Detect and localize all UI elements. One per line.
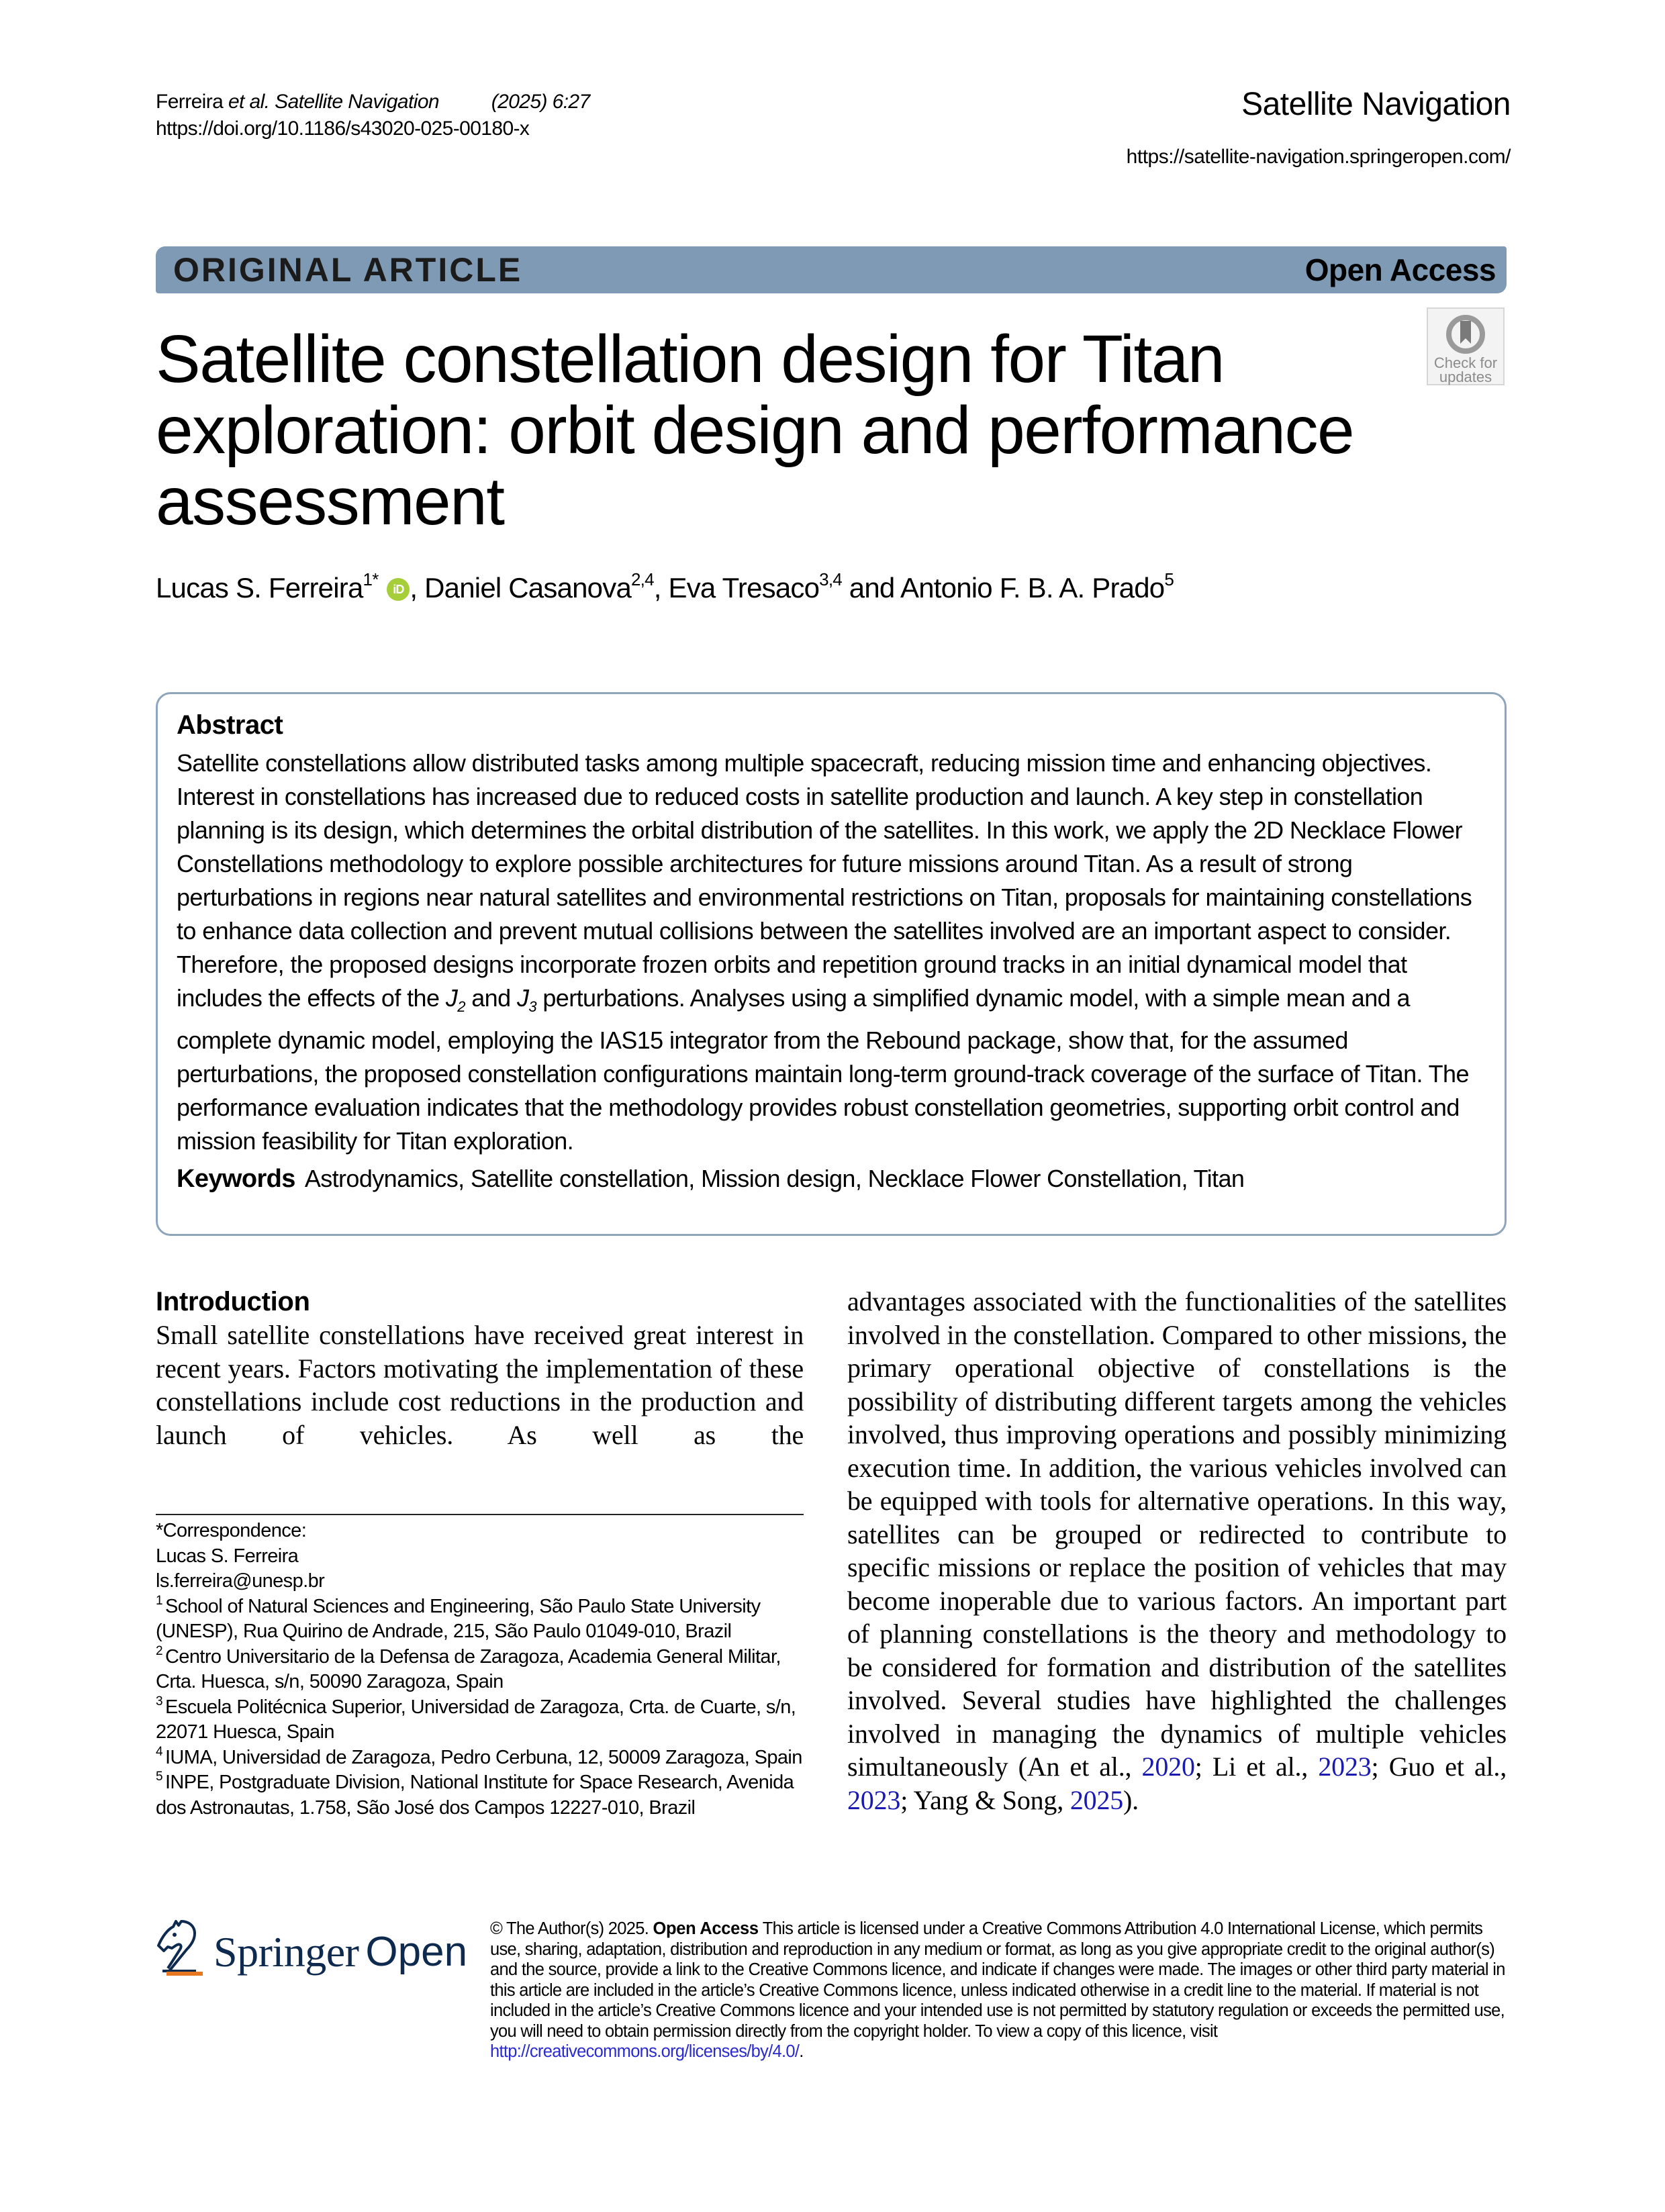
affiliation-2: $^2$ Centro Universitario de la Defensa de Zaragoza, Academia General Militar, Crta. Huesca, s/n, 50090 Zaragoza, Spain xyxy=(156,1643,781,1692)
affiliation-3: $^3$ Escuela Politécnica Superior, Universidad de Zaragoza, Crta. de Cuarte, s/n, 22071 Huesca, Spain xyxy=(156,1694,796,1743)
affiliation-4: $^4$ IUMA, Universidad de Zaragoza, Pedro Cerbuna, 12, 50009 Zaragoza, Spain xyxy=(156,1744,802,1768)
abstract-text xyxy=(177,747,1487,1158)
licence-end: . xyxy=(799,2042,804,2061)
citation-link[interactable]: 2023 xyxy=(1318,1751,1372,1782)
paragraph-text: advantages associated with the functionalities of the satellites involved in the constellation. Compared to other missions, the primary operational objective of constellations is the possibility of distributing different targets among the vehicles involved, thus improving operations and possibly minimizing execution time. In addition, the various vehicles involved can be equipped with tools for alternative operations. In this way, satellites can be grouped or redirected to contribute to specific missions or replace the position of vehicles that may become inoperable due to various factors. An important part of planning constellations is the theory and methodology to be considered for formation and distribution of the satellites involved. Several studies have highlighted the challenges involved in managing the dynamics of multiple vehicles simultaneously ( xyxy=(847,1286,1507,1782)
author-separator: , xyxy=(653,572,669,604)
licence-link[interactable]: http://creativecommons.org/licenses/by/4.0/ xyxy=(490,2042,800,2061)
correspondence-label: *Correspondence: xyxy=(156,1520,307,1541)
author-separator: , xyxy=(410,572,425,604)
author-separator: and xyxy=(841,572,901,604)
author-affiliation-sup: 3,4 xyxy=(819,569,842,589)
author-affiliation-sup: 5 xyxy=(1164,569,1174,589)
abstract-and: and xyxy=(465,984,517,1012)
abstract-box xyxy=(156,692,1507,1236)
licence-open-access-label: Open Access xyxy=(653,1919,759,1938)
body-right-column xyxy=(847,1276,1507,1817)
introduction-heading: Introduction xyxy=(156,1287,310,1316)
citation-sep: ; xyxy=(1371,1751,1389,1782)
citation-sep: ; xyxy=(900,1784,914,1815)
correspondence-name: Lucas S. Ferreira xyxy=(156,1545,299,1567)
body-left-column xyxy=(156,1276,804,1451)
citation-link[interactable]: 2020 xyxy=(1141,1751,1195,1782)
licence-text: This article is licensed under a Creative Commons Attribution 4.0 International License, which permits use, sharing, adaptation, distribution and reproduction in any medium or format, as long as you give appropriate credit to the original author(s) and the source, provide a link to the Creative Commons licence, and indicate if changes were made. The images or other third party material in this article are included in the article’s Creative Commons licence, unless indicated otherwise in a credit line to the material. If material is not included in the article’s Creative Commons licence and your intended use is not permitted by statutory regulation or exceeds the permitted use, you will need to obtain permission directly from the copyright holder. To view a copy of this licence, visit xyxy=(490,1919,1505,2041)
citation-link[interactable]: 2023 xyxy=(847,1784,901,1815)
running-header-journal xyxy=(1127,85,1511,171)
updates-text: updates xyxy=(1439,369,1492,385)
copyright-text: © The Author(s) 2025. xyxy=(490,1919,649,1938)
citation-author: Li et al., xyxy=(1212,1751,1319,1782)
article-type-banner xyxy=(156,246,1507,293)
publisher-sub: Open xyxy=(365,1929,468,1975)
article-type-label: ORIGINAL ARTICLE xyxy=(173,251,523,289)
introduction-paragraph-left: Small satellite constellations have received great interest in recent years. Factors motivating the implementation of these constellations include cost reductions in the production and launch of vehicles. As well as the xyxy=(156,1320,804,1450)
citation-end: ). xyxy=(1123,1784,1139,1815)
title-line-3: assessment xyxy=(156,464,504,539)
open-access-label: Open Access xyxy=(1304,252,1496,287)
abstract-heading: Abstract xyxy=(177,710,283,740)
keywords-list: Astrodynamics, Satellite constellation, Mission design, Necklace Flower Constellation, Titan xyxy=(304,1165,1245,1193)
abstract-part-1: Satellite constellations allow distributed tasks among multiple spacecraft, reducing mission time and enhancing objectives. Interest in constellations has increased due to reduced costs in satellite production and launch. A key step in constellation planning is its design, which determines the orbital distribution of the satellites. In this work, we apply the 2D Necklace Flower Constellations methodology to explore possible architectures for future missions around Titan. As a result of strong perturbations in regions near natural satellites and environmental restrictions on Titan, proposals for maintaining constellations to enhance data collection and prevent mutual collisions between the satellites involved are an important aspect to consider. Therefore, the proposed designs incorporate frozen orbits and repetition ground tracks in an initial dynamical model that includes the effects of the xyxy=(177,749,1472,1012)
springer-horse-icon xyxy=(156,1919,200,1974)
author-list xyxy=(156,568,1174,608)
header-year-volume: (2025) 6:27 xyxy=(491,91,590,113)
doi-link[interactable]: https://doi.org/10.1186/s43020-025-00180-x xyxy=(156,117,530,140)
header-et-al: et al. xyxy=(228,91,270,113)
journal-name: Satellite Navigation xyxy=(1241,87,1511,122)
logo-accent-bar xyxy=(166,1972,203,1976)
journal-url-link[interactable]: https://satellite-navigation.springeropen.com/ xyxy=(1126,146,1511,168)
running-header-citation xyxy=(156,89,590,142)
publisher-name: Springer xyxy=(213,1928,359,1976)
title-line-1: Satellite constellation design for Titan xyxy=(156,322,1224,397)
title-line-2: exploration: orbit design and performance xyxy=(156,393,1354,468)
licence-notice xyxy=(490,1919,1507,2062)
j3-symbol: $J_3$ xyxy=(516,984,536,1016)
bookmark-ring-icon xyxy=(1444,313,1487,356)
springer-open-logo xyxy=(156,1919,467,1974)
affiliation-1: $^1$ School of Natural Sciences and Engineering, São Paulo State University (UNESP), Rua Quirino de Andrade, 215, São Paulo 01049-010, Brazil xyxy=(156,1593,761,1642)
author-affiliation-sup: 2,4 xyxy=(631,569,654,589)
correspondence-email-link[interactable]: ls.ferreira@unesp.br xyxy=(156,1570,325,1592)
j2-symbol: $J_2$ xyxy=(445,984,465,1016)
orcid-icon[interactable]: iD xyxy=(387,578,410,601)
introduction-paragraph-right xyxy=(847,1285,1507,1817)
check-for-updates-button[interactable] xyxy=(1427,307,1505,385)
header-author: Ferreira xyxy=(156,91,224,113)
article-title xyxy=(156,324,1398,537)
footnotes xyxy=(156,1519,814,1821)
header-journal: Satellite Navigation xyxy=(275,91,439,113)
author-name[interactable]: Eva Tresaco xyxy=(668,572,820,604)
citation-link[interactable]: 2025 xyxy=(1069,1784,1124,1815)
citation-author: Guo et al., xyxy=(1388,1751,1507,1782)
keywords-label: Keywords xyxy=(177,1165,295,1194)
citation-author: An et al., xyxy=(1027,1751,1142,1782)
author-name[interactable]: Antonio F. B. A. Prado xyxy=(900,572,1165,604)
abstract-part-2: perturbations. Analyses using a simplified dynamic model, with a simple mean and a complete dynamic model, employing the IAS15 integrator from the Rebound package, show that, for the assumed perturbations, the proposed constellation configurations maintain long-term ground-track coverage of the surface of Titan. The performance evaluation indicates that the methodology provides robust constellation geometries, supporting orbit control and mission feasibility for Titan exploration. xyxy=(177,984,1469,1155)
footnote-divider xyxy=(156,1514,804,1515)
author-name[interactable]: Daniel Casanova xyxy=(424,572,632,604)
affiliation-5: $^5$ INPE, Postgraduate Division, National Institute for Space Research, Avenida dos Astronautas, 1.758, São José dos Campos 12227-010, Brazil xyxy=(156,1770,794,1819)
check-for-text: Check for xyxy=(1433,354,1498,371)
author-affiliation-sup: 1* xyxy=(363,569,379,589)
author-name[interactable]: Lucas S. Ferreira xyxy=(156,572,363,604)
citation-author: Yang & Song, xyxy=(913,1784,1070,1815)
citation-line xyxy=(156,89,590,115)
keywords-line xyxy=(177,1162,1487,1196)
citation-sep: ; xyxy=(1194,1751,1212,1782)
